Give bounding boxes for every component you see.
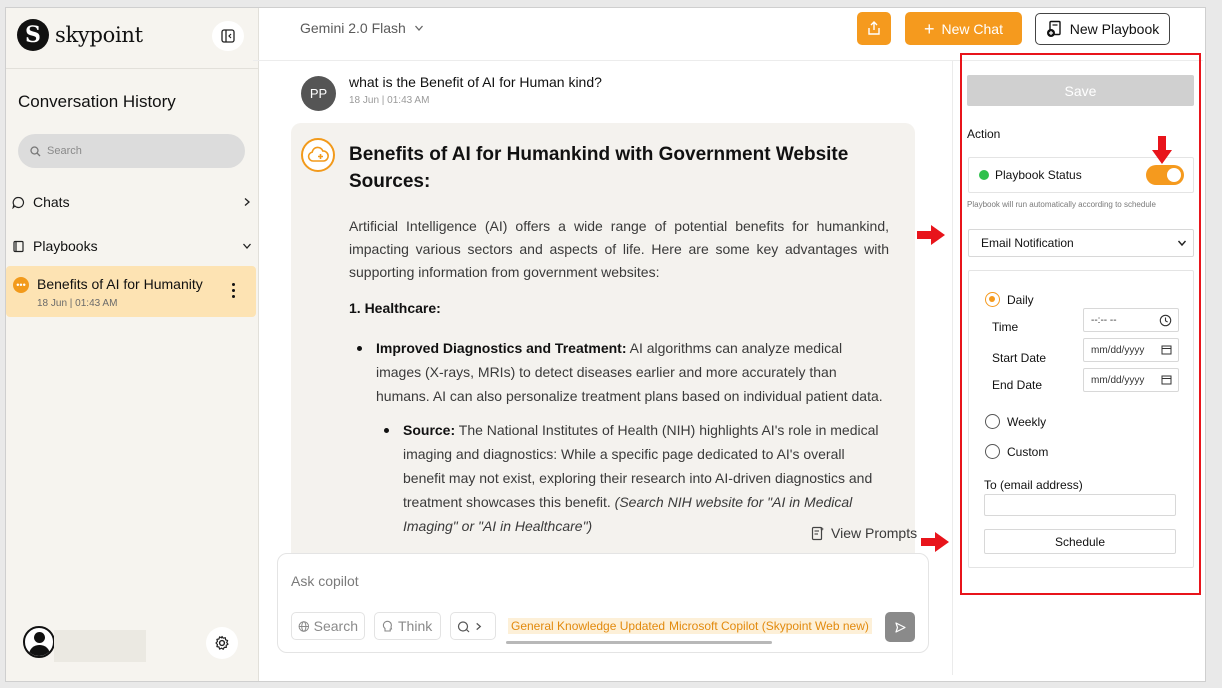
- more-options-icon[interactable]: [226, 278, 240, 302]
- web-search-toggle[interactable]: [291, 612, 365, 640]
- playbook-title: Benefits of AI for Humanity: [37, 276, 203, 292]
- bullet-text: The National Institutes of Health (NIH) highlights AI's role in medical imaging and diagnostics: While a specific page dedicated to AI's overall benefit may not exist, exploring their research into AI-driven diagnostics and treatment showcases this benefit.: [403, 422, 879, 510]
- time-label: Time: [992, 320, 1019, 334]
- add-knowledge-button[interactable]: [450, 612, 496, 640]
- brand[interactable]: [17, 19, 143, 51]
- date-placeholder: mm/dd/yyyy: [1091, 374, 1145, 386]
- playbook-list-item[interactable]: [6, 266, 256, 317]
- message-timestamp: 18 Jun | 01:43 AM: [349, 95, 430, 106]
- save-button[interactable]: Save: [967, 75, 1194, 106]
- message-composer: [277, 553, 929, 653]
- chevron-right-icon: [242, 197, 252, 207]
- globe-icon: [298, 620, 310, 633]
- chips-scrollbar[interactable]: [506, 641, 772, 644]
- user-avatar[interactable]: [23, 626, 55, 658]
- bullet-key: Source:: [403, 422, 456, 438]
- conversation-history-heading: Conversation History: [18, 92, 176, 111]
- answer-sub-bullet: [403, 418, 888, 538]
- sidebar-item-label: Playbooks: [33, 238, 98, 254]
- ask-copilot-input[interactable]: Ask copilot: [291, 573, 359, 589]
- send-button[interactable]: [885, 612, 915, 642]
- sidebar-collapse-icon: [221, 29, 235, 43]
- model-selector[interactable]: [300, 20, 424, 36]
- answer-intro: Artificial Intelligence (AI) offers a wide range of potential benefits for humankind, impacting various sectors and aspects of life. Here are some key advantages with supporting information from government websites:: [349, 218, 889, 280]
- search-placeholder: Search: [47, 145, 82, 157]
- bullet-dot: [357, 346, 362, 351]
- knowledge-chip[interactable]: General Knowledge Updated: [508, 618, 668, 634]
- playbook-icon: [12, 240, 25, 253]
- chat-bubble-icon: [12, 196, 25, 209]
- prompts-icon: [811, 526, 825, 541]
- export-button[interactable]: [857, 12, 891, 45]
- action-heading: Action: [967, 127, 1001, 141]
- user-avatar-initials: PP: [301, 76, 336, 111]
- custom-label: Custom: [1007, 445, 1049, 459]
- view-prompts-label: View Prompts: [831, 525, 918, 541]
- sidebar-item-chats[interactable]: [12, 189, 252, 215]
- red-arrow-right-icon: [916, 224, 946, 246]
- brand-name: skypoint: [55, 23, 143, 47]
- search-icon: [30, 146, 41, 157]
- gear-icon: [214, 635, 230, 651]
- plus-icon: +: [924, 18, 935, 39]
- user-message: what is the Benefit of AI for Human kind?: [349, 74, 602, 90]
- new-playbook-icon: [1046, 20, 1064, 38]
- add-source-icon: [457, 620, 470, 633]
- skypoint-logo: S: [17, 19, 49, 51]
- bullet-key: Improved Diagnostics and Treatment:: [376, 340, 627, 356]
- divider: [6, 68, 259, 69]
- new-chat-label: New Chat: [941, 20, 1003, 37]
- think-toggle-label: Think: [398, 618, 433, 634]
- bullet-italic-note: (Search NIH website for "AI in Medical Imaging" or "AI in Healthcare"): [403, 494, 853, 534]
- ai-cloud-icon: [301, 138, 335, 172]
- model-name: Gemini 2.0 Flash: [300, 20, 406, 36]
- start-date-label: Start Date: [992, 351, 1047, 365]
- email-address-label: To (email address): [984, 478, 1083, 492]
- time-placeholder: --:-- --: [1091, 314, 1117, 326]
- search-toggle-label: Search: [313, 618, 358, 634]
- view-prompts-button[interactable]: [811, 525, 917, 541]
- notification-type-value: Email Notification: [981, 236, 1074, 250]
- new-playbook-label: New Playbook: [1069, 21, 1160, 37]
- sidebar-search-input[interactable]: [18, 134, 245, 168]
- end-date-label: End Date: [992, 378, 1043, 392]
- bullet-dot: [384, 428, 389, 433]
- status-hint-text: Playbook will run automatically according to schedule: [967, 200, 1156, 209]
- bullet-text: AI algorithms can analyze medical images (X-rays, MRIs) to detect diseases earlier and more accurately than humans. AI can also personalize treatment plans based on individual patient data.: [376, 340, 883, 404]
- sidebar-item-playbooks[interactable]: [12, 233, 252, 259]
- assistant-answer-card: [291, 123, 918, 563]
- weekly-label: Weekly: [1007, 415, 1047, 429]
- chevron-down-icon: [414, 23, 424, 33]
- send-icon: [895, 622, 906, 633]
- chevron-down-icon: [242, 241, 252, 251]
- user-name-redacted: [54, 630, 146, 662]
- settings-button[interactable]: [206, 627, 238, 659]
- date-placeholder: mm/dd/yyyy: [1091, 344, 1145, 356]
- new-playbook-button[interactable]: [1035, 13, 1170, 45]
- collapse-sidebar-button[interactable]: [212, 21, 244, 51]
- share-upload-icon: [867, 21, 881, 36]
- answer-title: Benefits of AI for Humankind with Government Website Sources:: [349, 144, 849, 192]
- red-arrow-right-icon: [920, 531, 950, 553]
- schedule-button[interactable]: Schedule: [984, 529, 1176, 554]
- red-arrow-down-icon: [1151, 135, 1173, 165]
- playbook-status-label: Playbook Status: [995, 168, 1082, 182]
- playbook-timestamp: 18 Jun | 01:43 AM: [37, 298, 118, 309]
- chevron-right-icon: [474, 622, 483, 631]
- think-toggle[interactable]: [374, 612, 441, 640]
- answer-bullet: [376, 336, 886, 408]
- sidebar-item-label: Chats: [33, 194, 70, 210]
- daily-label: Daily: [1007, 293, 1034, 307]
- playbook-chat-icon: •••: [13, 277, 29, 293]
- new-chat-button[interactable]: [905, 12, 1022, 45]
- knowledge-chip[interactable]: Microsoft Copilot (Skypoint Web new): [666, 618, 872, 634]
- answer-section-heading: 1. Healthcare:: [349, 300, 441, 316]
- sidebar: [6, 8, 259, 682]
- brain-icon: [381, 620, 394, 633]
